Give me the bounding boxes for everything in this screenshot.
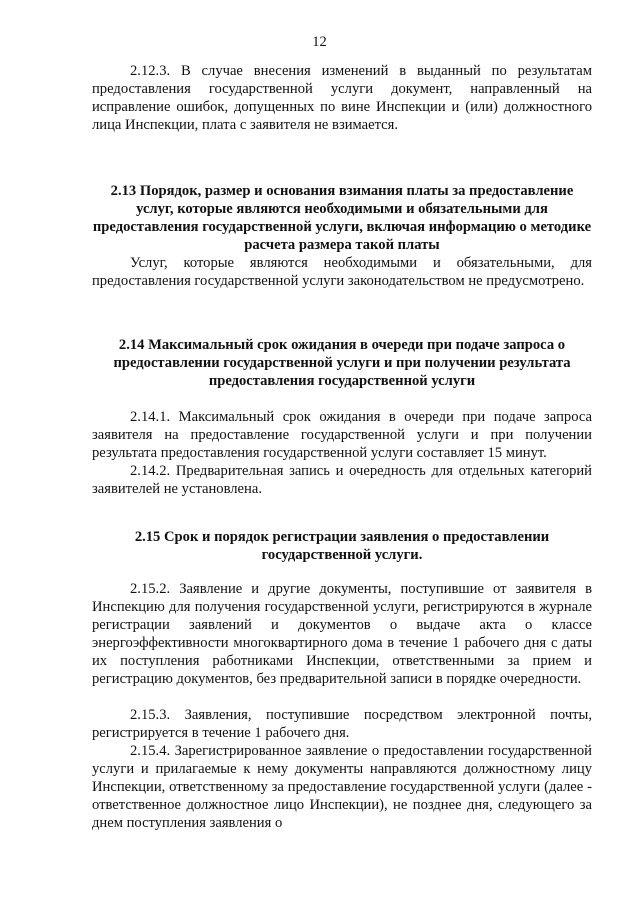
- page-number: 12: [312, 34, 327, 50]
- heading-2-14: 2.14 Максимальный срок ожидания в очереди при подаче запроса о предоставлении государственной услуги и при получении результата предоставления государственной услуги: [113, 337, 571, 389]
- paragraph-2-12-3: [92, 62, 592, 134]
- paragraph-text: 2.15.3. Заявления, поступившие посредством электронной почты, регистрируется в течение 1 рабочего дня.: [92, 707, 592, 741]
- paragraph-text: Услуг, которые являются необходимыми и обязательными, для предоставления государственной услуги законодательством не предусмотрено.: [92, 255, 592, 289]
- paragraph-text: 2.14.1. Максимальный срок ожидания в очереди при подаче запроса заявителя на предоставление государственной услуги и при получении результата предоставления государственной услуги составляет 15 минут.: [92, 409, 592, 461]
- heading-2-15: 2.15 Срок и порядок регистрации заявления о предоставлении государственной услуги.: [134, 529, 550, 563]
- paragraph-text: 2.15.4. Зарегистрированное заявление о предоставлении государственной услуги и прилагаемые к нему документы направляются должностному лицу Инспекции, ответственному за предоставление государственной услуги (далее - ответственное должностное лицо Инспекции), не позднее дня, следующего за днем поступления заявления о: [92, 743, 592, 831]
- paragraph-2-14-2: [92, 462, 592, 498]
- heading-2-13: 2.13 Порядок, размер и основания взимания платы за предоставление услуг, которые являются необходимыми и обязательными для предоставления государственной услуги, включая информацию о методике расчета размера такой платы: [92, 183, 592, 253]
- paragraph-2-15-2: [92, 580, 592, 688]
- paragraph-text: 2.15.2. Заявление и другие документы, поступившие от заявителя в Инспекцию для получения государственной услуги, регистрируются в журнале регистрации заявлений и документов о выдаче акта о классе энергоэффективности многоквартирного дома в течение 1 рабочего дня с даты их поступления работниками Инспекции, ответственными за прием и регистрацию документов, без предварительной записи в порядке очередности.: [92, 581, 592, 687]
- paragraph-2-15-3: [92, 706, 592, 742]
- paragraph-2-14-1: [92, 408, 592, 462]
- paragraph-2-15-4: [92, 742, 592, 832]
- paragraph-2-13: [92, 254, 592, 290]
- paragraph-text: 2.12.3. В случае внесения изменений в выданный по результатам предоставления государственной услуги документ, направленный на исправление ошибок, допущенных по вине Инспекции и (или) должностного лица Инспекции, плата с заявителя не взимается.: [92, 63, 592, 133]
- paragraph-text: 2.14.2. Предварительная запись и очередность для отдельных категорий заявителей не установлена.: [92, 463, 592, 497]
